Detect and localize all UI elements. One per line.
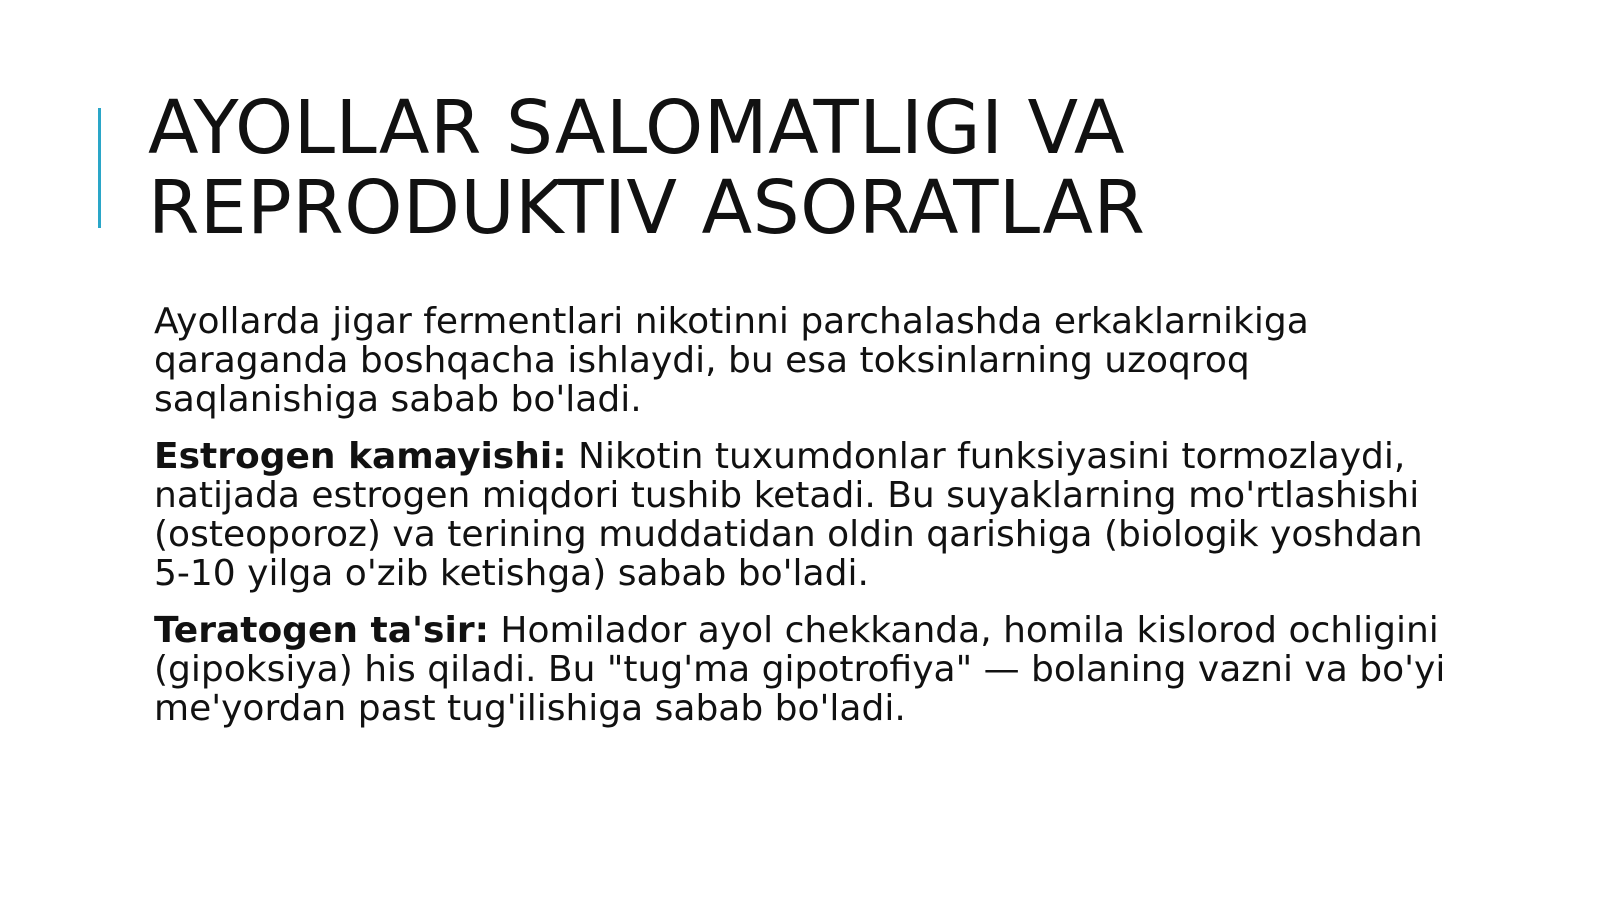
- paragraph-lead: Teratogen ta'sir:: [154, 610, 489, 651]
- slide-title-line-1: AYOLLAR SALOMATLIGI VA: [148, 85, 1125, 171]
- title-accent-bar: [98, 108, 101, 228]
- slide-title: [148, 85, 1508, 251]
- slide-title-line-2: REPRODUKTIV ASORATLAR: [148, 165, 1146, 251]
- body-paragraph-3: [154, 611, 1454, 728]
- slide-body: [154, 302, 1454, 746]
- paragraph-text: Homilador ayol chekkanda, homila kislorod ochligini (gipoksiya) his qiladi. Bu "tug'ma gipotrofiya" — bolaning vazni va bo'yi me'yordan past tug'ilishiga sabab bo'ladi.: [154, 610, 1446, 729]
- paragraph-text: Nikotin tuxumdonlar funksiyasini tormozlaydi, natijada estrogen miqdori tushib ketadi. Bu suyaklarning mo'rtlashishi (osteoporoz) va terining muddatidan oldin qarishiga (biologik yoshdan 5-10 yilga o'zib ketishga) sabab bo'ladi.: [154, 436, 1423, 594]
- body-paragraph-1: [154, 302, 1454, 419]
- paragraph-lead: Estrogen kamayishi:: [154, 436, 567, 477]
- body-paragraph-2: [154, 437, 1454, 593]
- paragraph-text: Ayollarda jigar fermentlari nikotinni parchalashda erkaklarnikiga qaraganda boshqacha ishlaydi, bu esa toksinlarning uzoqroq saqlanishiga sabab bo'ladi.: [154, 301, 1309, 420]
